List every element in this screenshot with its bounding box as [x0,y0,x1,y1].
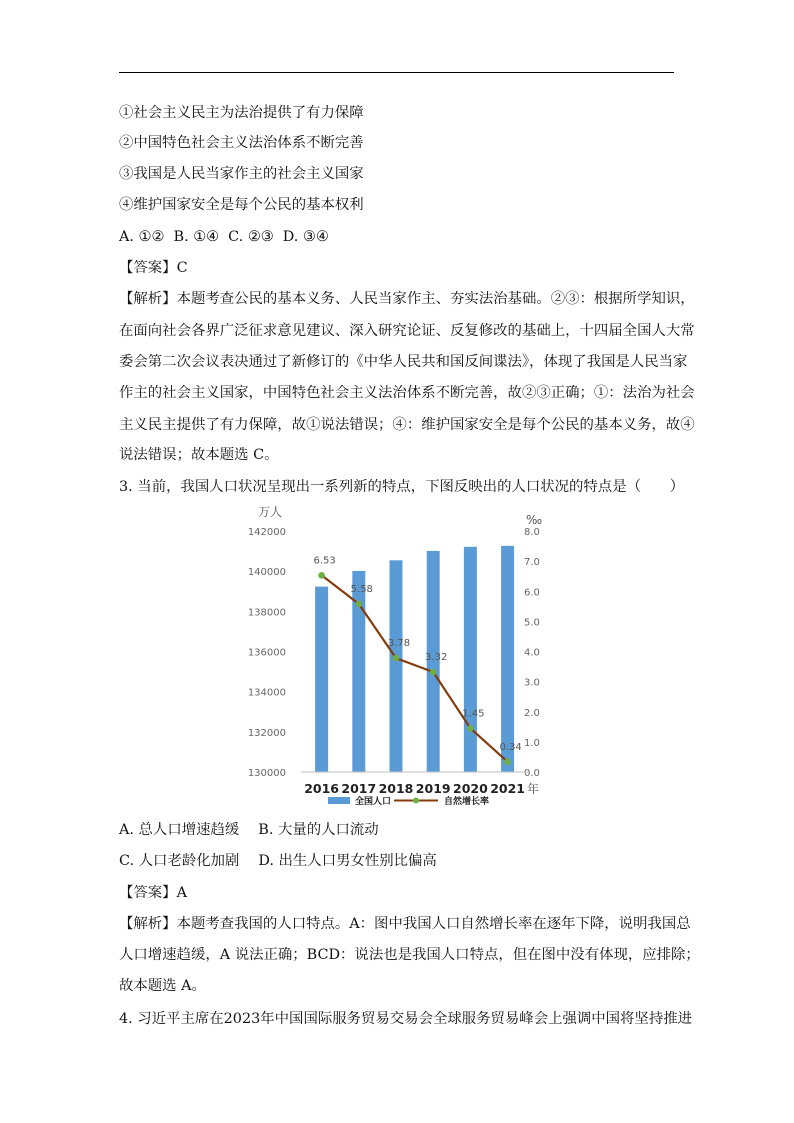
left-tick-label: 142000 [247,527,286,538]
growth-rate-point [504,758,511,765]
answer-label: 【答案】A [119,885,187,901]
right-tick-label: 3.0 [524,677,540,689]
question-3: 3. 当前，我国人口状况呈现出一系列新的特点，下图反映出的人口状况的特点是（ ） [119,479,685,495]
left-axis-unit: 万人 [258,505,283,519]
left-tick-label: 134000 [247,687,286,699]
question-4: 4. 习近平主席在2023年中国国际服务贸易交易会全球服务贸易峰会上强调中国将坚持推进 [119,1011,692,1027]
analysis-line: 在面向社会各界广泛征求意见建议、深入研究论证、反复修改的基础上，十四届全国人大常 [119,323,695,339]
analysis-line: 委会第二次会议表决通过了新修订的《中华人民共和国反间谍法》，体现了我国是人民当家 [119,354,688,370]
right-tick-label: 2.0 [524,707,540,719]
left-tick-label: 136000 [247,647,286,659]
category-label: 2019 [415,781,451,796]
population-chart [228,497,568,810]
choice-line: A. ①② B. ①④ C. ②③ D. ③④ [119,229,329,245]
growth-rate-point [393,655,400,662]
legend-bar-label: 全国人口 [355,797,392,807]
bar-2016 [315,587,328,772]
data-label: 3.78 [387,638,411,650]
analysis-line: 人口增速趋缓，A 说法正确；BCD：说法也是我国人口特点，但在图中没有体现，应排除； [119,947,700,963]
data-label: 3.32 [425,651,448,663]
option-4: ④维护国家安全是每个公民的基本权利 [119,197,364,213]
data-label: 1.45 [462,708,485,720]
option-1: ①社会主义民主为法治提供了有力保障 [119,105,364,121]
growth-rate-point [430,669,437,676]
right-tick-label: 5.0 [524,617,540,629]
analysis-line: 【解析】本题考查公民的基本义务、人民当家作主、夯实法治基础。②③：根据所学知识， [119,291,695,307]
bar-2021 [501,546,514,772]
right-tick-label: 0.0 [524,768,540,779]
growth-rate-line [322,575,508,761]
legend-line-label: 自然增长率 [444,797,490,807]
choice-line: C. 人口老龄化加剧 D. 出生人口男女性别比偏高 [119,853,437,869]
analysis-line: 【解析】本题考查我国的人口特点。A：图中我国人口自然增长率在逐年下降，说明我国总 [119,916,691,932]
bar-2020 [464,547,477,772]
category-label: 2016 [304,781,339,796]
legend-bar-swatch [328,797,350,804]
legend-line-marker [413,798,419,804]
left-tick-label: 130000 [247,768,286,779]
answer-label: 【答案】C [119,260,188,276]
category-label: 2017 [341,781,377,796]
category-label: 2020 [453,781,488,796]
analysis-line: 主义民主提供了有力保障，故①说法错误；④：维护国家安全是每个公民的基本义务，故④ [119,417,695,433]
right-tick-label: 7.0 [524,557,540,569]
category-label: 2021 [490,781,525,796]
x-axis-unit: 年 [527,782,540,796]
analysis-line: 作主的社会主义国家，中国特色社会主义法治体系不断完善，故②③正确；①：法治为社会 [119,385,695,401]
header-rule [119,72,674,73]
growth-rate-point [356,601,363,608]
data-label: 6.53 [313,555,336,567]
left-tick-label: 140000 [247,567,286,579]
category-label: 2018 [378,781,414,796]
right-tick-label: 6.0 [524,587,540,599]
choice-line: A. 总人口增速趋缓 B. 大量的人口流动 [119,822,379,838]
analysis-line: 说法错误；故本题选 C。 [119,447,279,463]
option-2: ②中国特色社会主义法治体系不断完善 [119,135,364,151]
right-axis-unit: ‰ [526,513,543,527]
data-label: 0.34 [499,741,522,753]
growth-rate-point [467,725,474,732]
data-label: 5.58 [350,583,373,595]
right-tick-label: 1.0 [524,737,540,749]
left-tick-label: 132000 [247,727,286,739]
left-tick-label: 138000 [247,607,286,619]
right-tick-label: 4.0 [524,647,540,659]
bar-2018 [390,560,403,772]
option-3: ③我国是人民当家作主的社会主义国家 [119,166,364,182]
growth-rate-point [318,572,325,579]
analysis-line: 故本题选 A。 [119,978,206,994]
right-tick-label: 8.0 [524,527,540,538]
